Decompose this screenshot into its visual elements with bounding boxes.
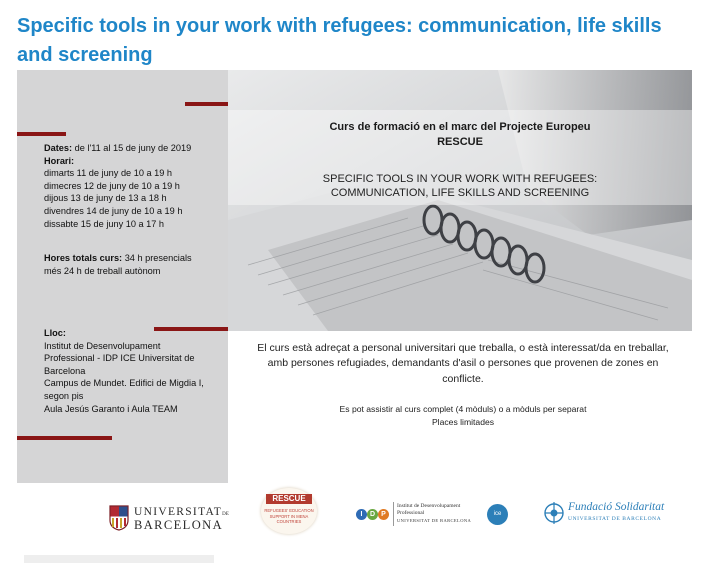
place-line: Professional - IDP ICE Universitat de [44,353,195,364]
place-line: Institut de Desenvolupament [44,340,161,351]
flyer-heading-project: RESCUE [437,136,483,148]
place-line: Barcelona [44,365,86,376]
place-line: Aula Jesús Garanto i Aula TEAM [44,403,178,414]
page-title: Specific tools in your work with refugees: communication, life skills and screening [17,15,662,66]
schedule-label: Horari: [44,155,75,166]
accent-bar [17,132,66,136]
course-description: El curs està adreçat a personal universitari que treballa, o està interessat/da en treballar, amb persones refugiades, demandants d'asil o persones que provenen de zones en conflicte. [257,342,669,385]
flyer-heading: Curs de formació en el marc del Projecte Europeu [329,121,591,133]
rescue-tagline: SUPPORT IN MENA COUNTRIES [269,513,309,524]
place-block [44,327,229,415]
schedule-item: dimarts 11 de juny de 10 a 19 h [44,168,173,179]
ub-name-line2: BARCELONA [134,518,223,532]
place-label: Lloc: [44,328,66,338]
ub-logo [109,503,229,533]
schedule-item: dimecres 12 de juny de 10 a 19 h [44,180,180,191]
dates-block [44,142,229,230]
ub-name-line1: UNIVERSITAT [134,506,223,518]
fundacio-university: UNIVERSITAT DE BARCELONA [568,516,662,522]
idp-name-line: Institut de Desenvolupament [397,503,461,509]
idp-university: UNIVERSITAT DE BARCELONA [397,518,472,523]
schedule-item: dissabte 15 de juny 10 a 17 h [44,218,165,229]
idp-divider [393,502,394,526]
total-hours-block [44,252,229,277]
modules-note: Es pot assistir al curs complet (4 mòduls) o a mòduls per separat [339,404,587,414]
place-line: segon pis [44,390,84,401]
fundacio-solidaritat-logo [543,499,678,529]
total-hours-value: 34 h presencials [124,253,192,263]
total-hours-extra: més 24 h de treball autònom [44,265,161,276]
rescue-tagline: REFUGEES' EDUCATION [264,508,314,513]
fundacio-emblem-icon [543,500,565,526]
course-flyer [17,70,692,483]
place-line: Campus de Mundet. Edifici de Migdia I, [44,378,204,389]
dates-value: de l'11 al 15 de juny de 2019 [74,143,192,153]
idp-name-line: Professional [397,510,425,516]
faded-footer-element [24,555,214,563]
schedule-item: divendres 14 de juny de 10 a 19 h [44,205,183,216]
fundacio-name: Fundació Solidaritat [568,501,665,513]
total-hours-label: Hores totals curs: [44,253,123,263]
ice-badge: ice [487,504,508,525]
ub-de: DE [222,512,230,517]
flyer-subheading: COMMUNICATION, LIFE SKILLS AND SCREENING [330,187,590,199]
idp-letter-p: P [378,509,389,520]
idp-letter-i: I [356,509,367,520]
schedule-item: dijous 13 de juny de 13 a 18 h [44,193,167,204]
dates-label: Dates: [44,143,73,153]
notebook-photo [228,70,692,331]
accent-bar [17,436,112,440]
idp-ice-logo [356,501,511,529]
rescue-logo [260,488,318,536]
ub-shield-icon [109,505,129,531]
places-note: Places limitades [431,417,495,427]
flyer-subheading: SPECIFIC TOOLS IN YOUR WORK WITH REFUGEES: [322,173,598,185]
idp-letter-d: D [367,509,378,520]
rescue-name: RESCUE [266,494,312,504]
notebook-illustration [228,70,692,331]
